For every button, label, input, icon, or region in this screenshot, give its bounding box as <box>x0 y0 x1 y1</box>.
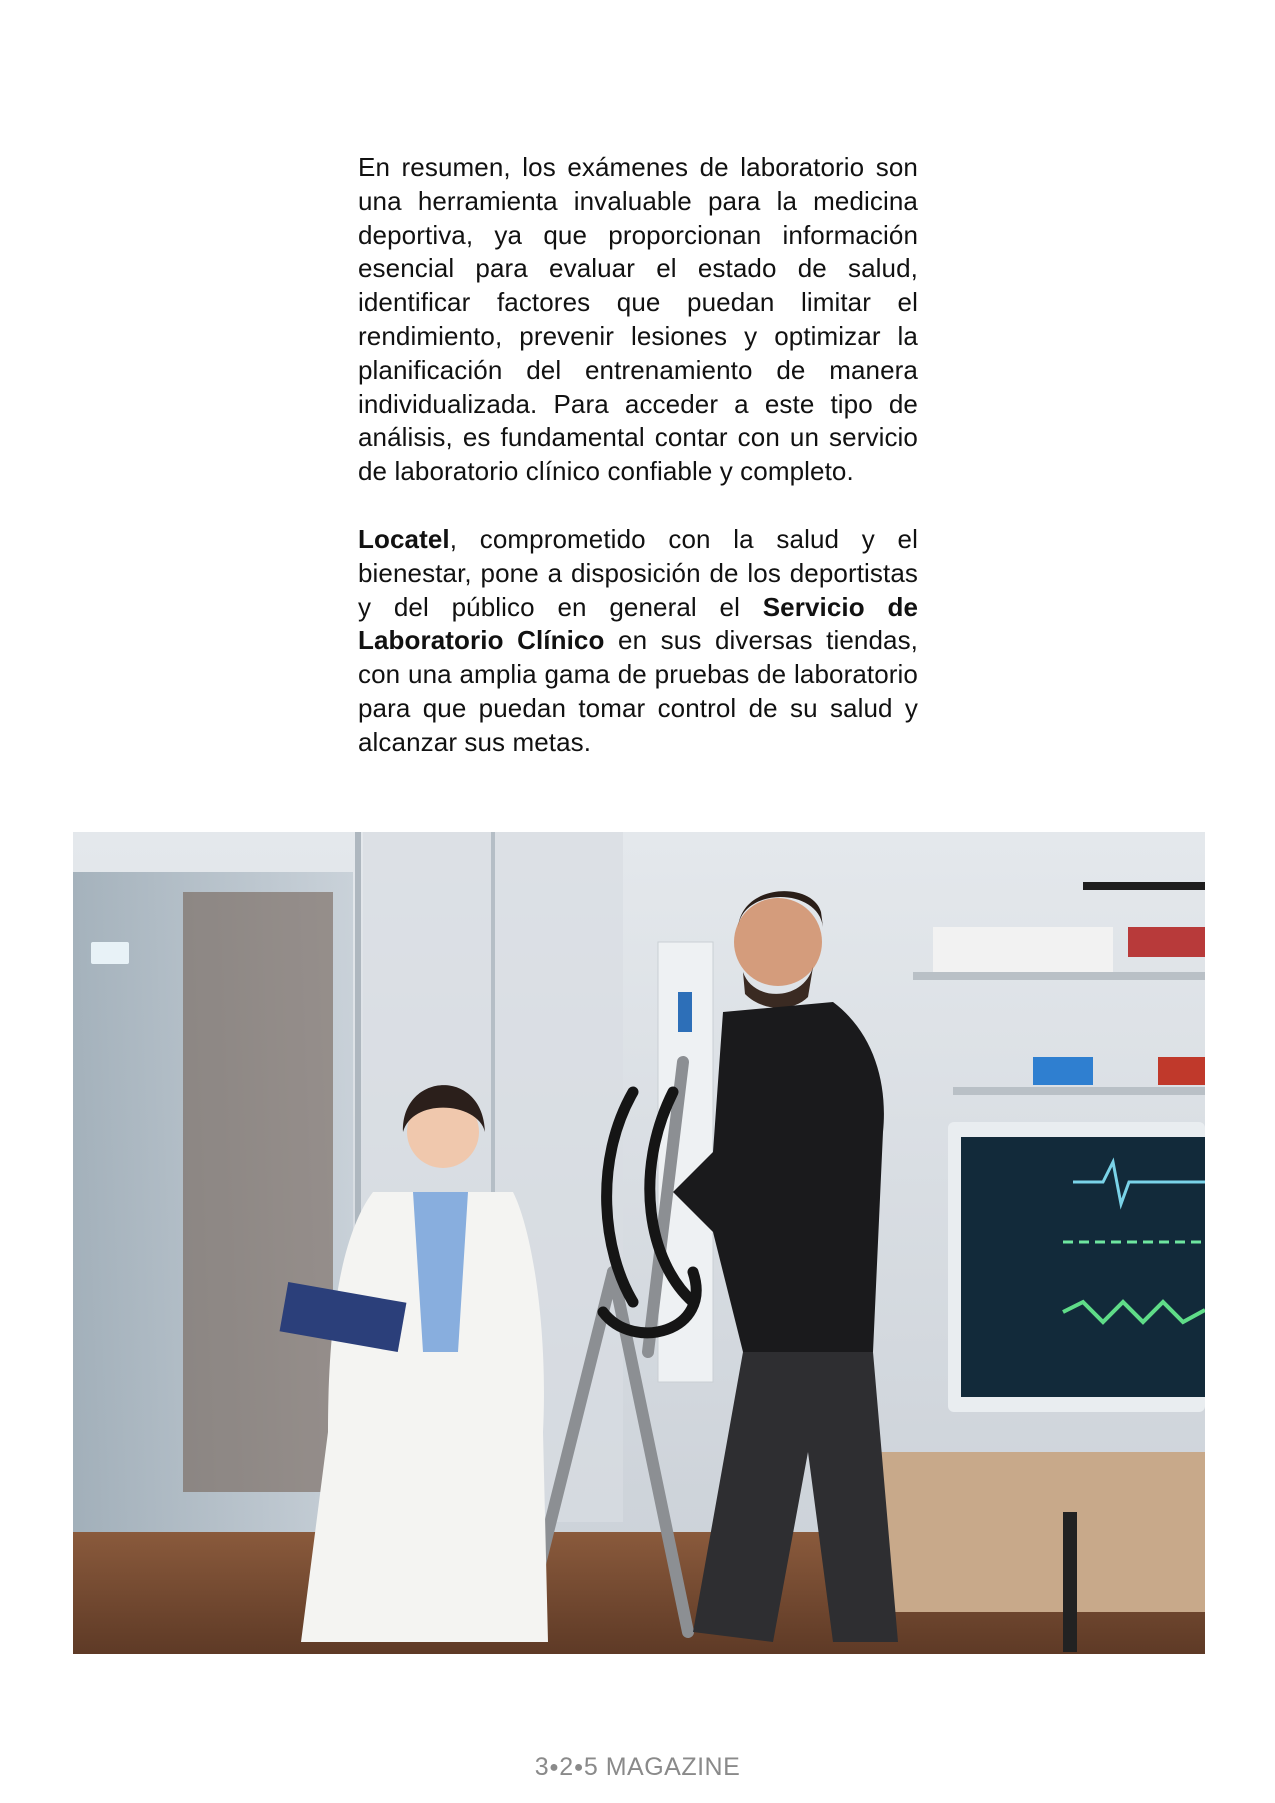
paragraph-locatel-text: , comprometido con la salud y el bienestar, pone a disposición de los deportistas y del público en general el <box>358 523 918 622</box>
service-name: Servicio de Laboratorio Clínico <box>358 591 919 656</box>
paragraph-locatel <box>358 523 918 760</box>
magazine-footer <box>0 1753 1275 1782</box>
paragraph-locatel-ending: en sus diversas tiendas, con una amplia gama de pruebas de laboratorio para que puedan tomar control de su salud y alcanzar sus metas. <box>358 625 918 757</box>
footer-magazine-label: MAGAZINE <box>598 1753 741 1781</box>
footer-digit: 2 <box>559 1753 574 1781</box>
footer-dot: ● <box>573 1759 584 1776</box>
lab-illustration <box>73 832 1205 1654</box>
article-text <box>358 151 918 760</box>
footer-digit: 5 <box>583 1753 599 1781</box>
footer-dot: ● <box>549 1759 560 1776</box>
paragraph-summary: En resumen, los exámenes de laboratorio son una herramienta invaluable para la medicina deportiva, ya que proporcionan información esencial para evaluar el estado de salud, identificar factores que puedan limitar el rendimiento, prevenir lesiones y optimizar la planificación del entrenamiento de manera individualizada. Para acceder a este tipo de análisis, es fundamental contar con un servicio de laboratorio clínico confiable y completo. <box>358 152 918 487</box>
brand-name: Locatel <box>358 523 450 554</box>
footer-digit: 3 <box>534 1753 550 1781</box>
lab-photo <box>73 832 1205 1654</box>
